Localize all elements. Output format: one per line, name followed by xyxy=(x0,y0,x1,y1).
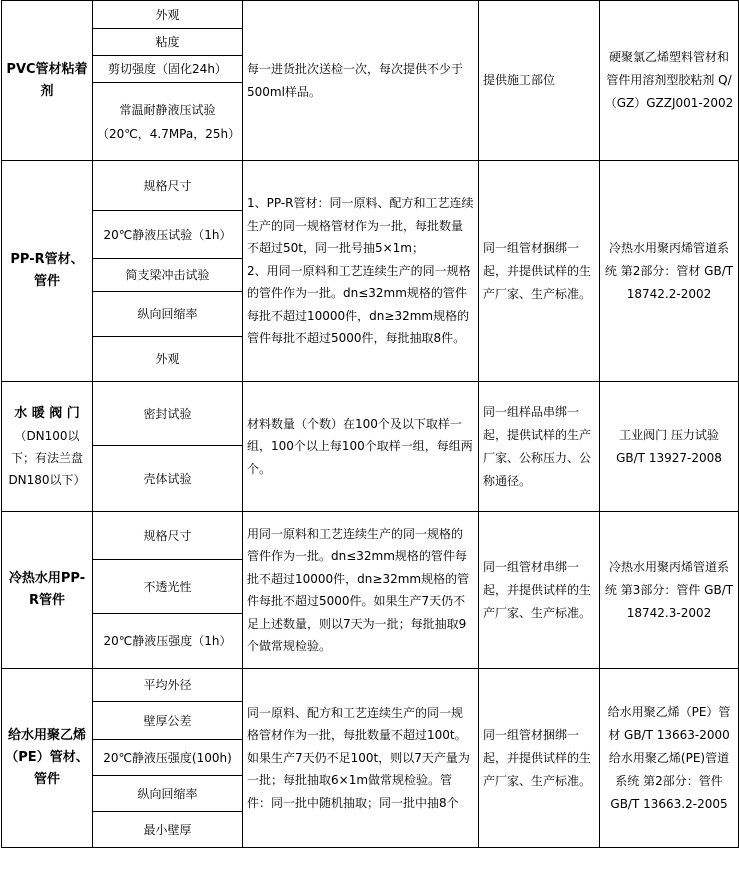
supply-requirement: 同一组样品串绑一起，提供试样的生产厂家、公称压力、公称通径。 xyxy=(479,382,600,512)
table-row xyxy=(2,1,739,29)
test-item: 20℃静液压试验（1h） xyxy=(93,211,243,259)
table-row xyxy=(2,512,739,560)
test-item: 20℃静液压强度(100h) xyxy=(93,740,243,776)
test-item: 平均外径 xyxy=(93,669,243,702)
standard-reference: 冷热水用聚丙烯管道系统 第3部分：管件 GB/T 18742.3-2002 xyxy=(600,512,739,669)
material-name-valve-title: 水 暖 阀 门 xyxy=(14,405,80,421)
test-item: 规格尺寸 xyxy=(93,161,243,211)
material-name-ppr-fitting: 冷热水用PP-R管件 xyxy=(2,512,93,669)
test-item: 规格尺寸 xyxy=(93,512,243,560)
standard-reference: 冷热水用聚丙烯管道系统 第2部分：管材 GB/T 18742.2-2002 xyxy=(600,161,739,382)
test-item: 壁厚公差 xyxy=(93,702,243,740)
standard-reference: 工业阀门 压力试验 GB/T 13927-2008 xyxy=(600,382,739,512)
test-item: 密封试验 xyxy=(93,382,243,446)
material-name-valve-note: （DN100以下；有法兰盘DN180以下） xyxy=(8,428,86,487)
test-item: 最小壁厚 xyxy=(93,812,243,848)
standard-reference: 硬聚氯乙烯塑料管材和管件用溶剂型胶粘剂 Q/（GZ）GZZJ001-2002 xyxy=(600,1,739,161)
test-item: 粘度 xyxy=(93,29,243,56)
standard-line: 给水用聚乙烯（PE）管材 GB/T 13663-2000 xyxy=(607,704,731,742)
material-name-ppr-pipe: PP-R管材、管件 xyxy=(2,161,93,382)
table-row xyxy=(2,382,739,446)
inspection-table xyxy=(1,0,739,848)
batch-rule: 每一进货批次送检一次，每次提供不少于500ml样品。 xyxy=(243,1,479,161)
batch-rule-line: 1、PP-R管材：同一原料、配方和工艺连续生产的同一规格管材作为一批，每批数量不超过50t，同一批号抽5×1m； xyxy=(247,196,474,256)
batch-rule: 材料数量（个数）在100个及以下取样一组，100个以上每100个取样一组，每组两个。 xyxy=(243,382,479,512)
material-name-pvc-adhesive: PVC管材粘着剂 xyxy=(2,1,93,161)
test-item: 纵向回缩率 xyxy=(93,292,243,337)
test-item: 20℃静液压强度（1h） xyxy=(93,614,243,669)
test-item: 常温耐静液压试验（20℃，4.7MPa，25h） xyxy=(93,83,243,161)
test-item: 不透光性 xyxy=(93,560,243,614)
batch-rule-line: 2、用同一原料和工艺连续生产的同一规格的管件作为一批。dn≤32mm规格的管件每批不超过10000件，dn≥32mm规格的管件每批不超过5000件，每批抽取8件。 xyxy=(247,263,471,346)
batch-rule: 用同一原料和工艺连续生产的同一规格的管件作为一批。dn≤32mm规格的管件每批不超过10000件，dn≥32mm规格的管件每批不超过5000件。如果生产7天仍不足上述数量，则以7天为一批；每批抽取9个做常规检验。 xyxy=(243,512,479,669)
supply-requirement: 同一组管材捆绑一起，并提供试样的生产厂家、生产标准。 xyxy=(479,669,600,848)
test-item: 外观 xyxy=(93,337,243,382)
standard-line: 给水用聚乙烯(PE)管道系统 第2部分：管件 GB/T 13663.2-2005 xyxy=(608,750,730,811)
batch-rule: 同一原料、配方和工艺连续生产的同一规格管材作为一批，每批数量不超过100t。如果生产7天仍不足100t，则以7天产量为一批；每批抽取6×1m做常规检验。管件：同一批中随机抽取；同一批中抽8个 xyxy=(243,669,479,848)
material-name-pe-pipe: 给水用聚乙烯（PE）管材、管件 xyxy=(2,669,93,848)
batch-rule xyxy=(243,161,479,382)
standard-reference xyxy=(600,669,739,848)
supply-requirement: 提供施工部位 xyxy=(479,1,600,161)
test-item: 外观 xyxy=(93,1,243,29)
supply-requirement: 同一组管材串绑一起，并提供试样的生产厂家、生产标准。 xyxy=(479,512,600,669)
table-row xyxy=(2,669,739,702)
test-item: 壳体试验 xyxy=(93,446,243,512)
test-item: 纵向回缩率 xyxy=(93,776,243,812)
material-name-valve xyxy=(2,382,93,512)
table-row xyxy=(2,161,739,211)
test-item: 剪切强度（固化24h） xyxy=(93,56,243,83)
supply-requirement: 同一组管材捆绑一起，并提供试样的生产厂家、生产标准。 xyxy=(479,161,600,382)
test-item: 简支梁冲击试验 xyxy=(93,259,243,292)
